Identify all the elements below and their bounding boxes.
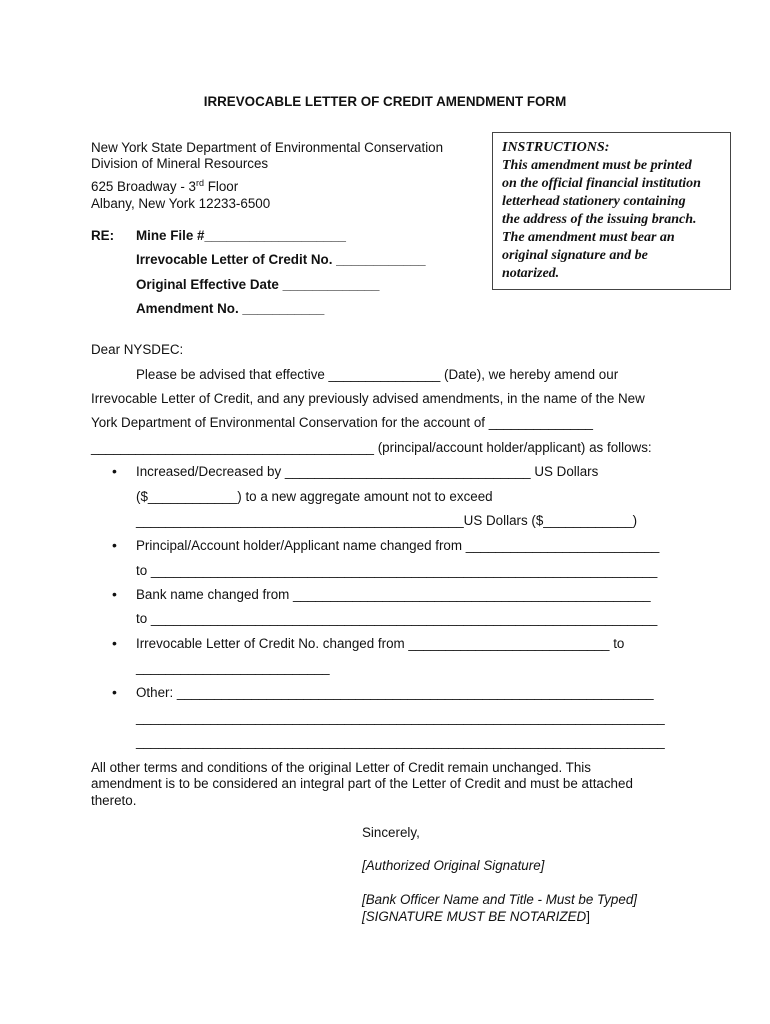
address-street-text: 625 Broadway - 3 [91, 179, 196, 194]
sincerely: Sincerely, [362, 825, 420, 840]
re-label: RE: [91, 228, 115, 243]
bullet-icon: • [112, 463, 117, 479]
mine-file-field[interactable]: Mine File #___________________ [136, 228, 346, 243]
address-street [91, 178, 238, 195]
amount-change-line: Increased/Decreased by _________________________________ US Dollars [136, 464, 599, 479]
instructions-line: letterhead stationery containing [502, 194, 686, 209]
amount-change-line: ($____________) to a new aggregate amount not to exceed [136, 489, 493, 504]
closing-line: All other terms and conditions of the original Letter of Credit remain unchanged. This [91, 760, 591, 775]
address-street-floor: Floor [203, 179, 239, 194]
bullet-icon: • [112, 586, 117, 602]
address-city: Albany, New York 12233-6500 [91, 196, 271, 211]
bank-change-line: to ____________________________________________________________________ [136, 611, 658, 626]
loc-number-change-line: __________________________ [136, 660, 330, 675]
bank-change-line: Bank name changed from ________________________________________________ [136, 587, 651, 602]
instructions-box [492, 132, 731, 290]
instructions-heading: INSTRUCTIONS: [502, 140, 610, 155]
bullet-icon: • [112, 684, 117, 700]
paragraph-line: York Department of Environmental Conservation for the account of ______________ [91, 415, 593, 430]
loc-number-field[interactable]: Irrevocable Letter of Credit No. ____________ [136, 252, 426, 267]
amount-change-line: ____________________________________________US Dollars ($____________) [136, 513, 638, 528]
notarized-note [362, 909, 590, 924]
salutation: Dear NYSDEC: [91, 342, 184, 357]
authorized-signature: [Authorized Original Signature] [362, 858, 545, 873]
other-change-line: _______________________________________________________________________ [136, 734, 665, 749]
paragraph-line: ______________________________________ (principal/account holder/applicant) as follows: [91, 440, 652, 455]
bullet-icon: • [112, 537, 117, 553]
bullet-icon: • [112, 635, 117, 651]
closing-line: amendment is to be considered an integral part of the Letter of Credit and must be attached [91, 776, 633, 791]
instructions-line: The amendment must bear an [502, 230, 675, 245]
notarized-note-bracket: ] [586, 909, 590, 924]
principal-change-line: Principal/Account holder/Applicant name changed from __________________________ [136, 538, 660, 553]
address-division: Division of Mineral Resources [91, 156, 269, 171]
amendment-number-field[interactable]: Amendment No. ___________ [136, 301, 325, 316]
paragraph-line: Irrevocable Letter of Credit, and any previously advised amendments, in the name of the New [91, 391, 645, 406]
loc-number-change-line: Irrevocable Letter of Credit No. changed from ___________________________ to [136, 636, 625, 651]
other-change-line: _______________________________________________________________________ [136, 710, 665, 725]
instructions-line: original signature and be [502, 248, 648, 263]
principal-change-line: to ____________________________________________________________________ [136, 563, 658, 578]
address-department: New York State Department of Environmental Conservation [91, 140, 444, 155]
closing-line: thereto. [91, 793, 137, 808]
instructions-line: This amendment must be printed [502, 158, 692, 173]
page-title: IRREVOCABLE LETTER OF CREDIT AMENDMENT FORM [203, 94, 567, 109]
instructions-line: on the official financial institution [502, 176, 701, 191]
instructions-line: the address of the issuing branch. [502, 212, 697, 227]
other-change-line: Other: ________________________________________________________________ [136, 685, 654, 700]
paragraph-line: Please be advised that effective _______________ (Date), we hereby amend our [136, 367, 619, 382]
address-street-superscript: rd [195, 178, 204, 188]
notarized-note-text: [SIGNATURE MUST BE NOTARIZED [362, 909, 587, 924]
bank-officer-name: [Bank Officer Name and Title - Must be Typed] [362, 892, 637, 907]
effective-date-field[interactable]: Original Effective Date _____________ [136, 277, 380, 292]
instructions-line: notarized. [502, 266, 560, 281]
